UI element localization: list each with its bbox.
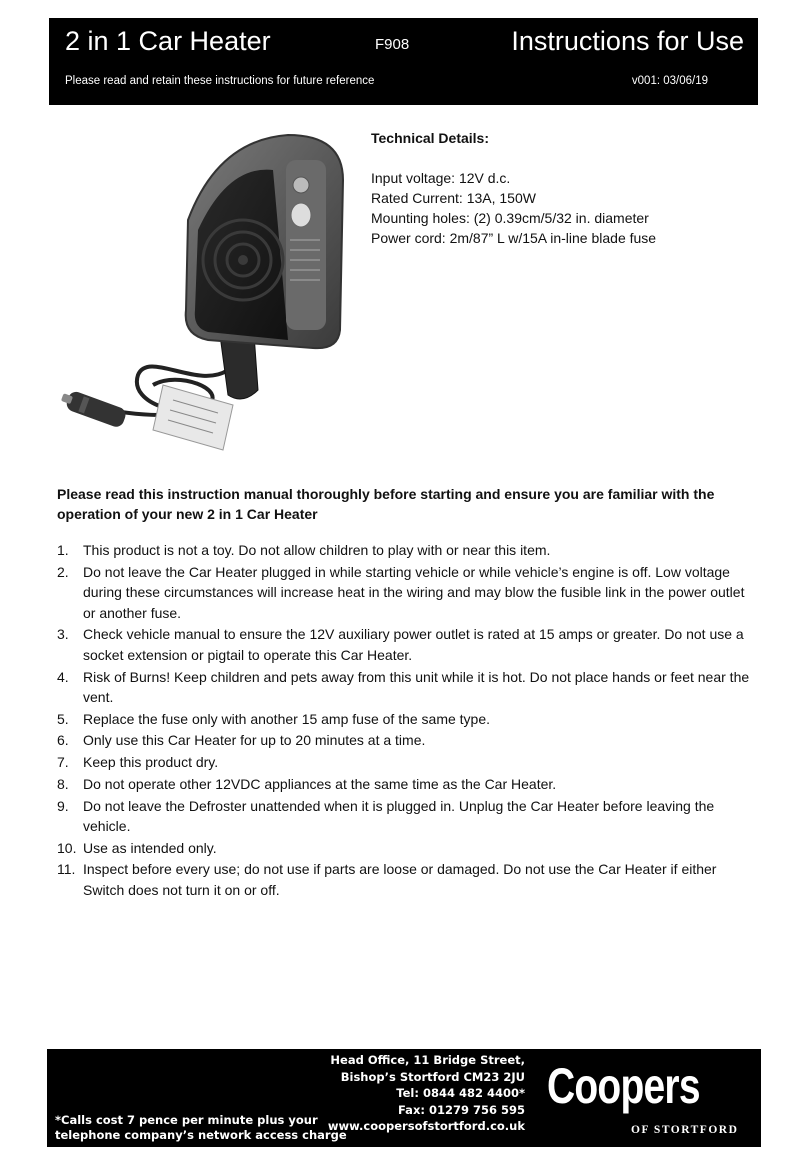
item-number: 9.: [57, 797, 69, 814]
item-text: Do not operate other 12VDC appliances at the same time as the Car Heater.: [83, 775, 557, 792]
calls-cost-note: [55, 1113, 347, 1143]
list-item: [57, 730, 759, 751]
website-line: www.coopersofstortford.co.uk: [327, 1119, 525, 1133]
calls-note-line: telephone company’s network access charge: [55, 1128, 347, 1142]
tech-line-voltage: Input voltage: 12V d.c.: [371, 170, 511, 186]
intro-paragraph: Please read this instruction manual thoroughly before starting and ensure you are familiar with the operation of your new 2 in 1 Car Heater: [57, 486, 715, 522]
instructions-label: Instructions for Use: [511, 26, 744, 56]
tech-line-mounting: Mounting holes: (2) 0.39cm/5/32 in. diameter: [371, 210, 649, 226]
coopers-logo: [547, 1054, 747, 1142]
list-item: [57, 624, 759, 665]
item-text: Do not leave the Car Heater plugged in while starting vehicle or while vehicle’s engine is off. Low voltage during these circumstances will increase heat in the wiring and may blow the fusible link in the power outlet or another fuse.: [83, 563, 745, 621]
item-number: 6.: [57, 732, 69, 749]
tech-line-current: Rated Current: 13A, 150W: [371, 190, 536, 206]
item-number: 5.: [57, 710, 69, 727]
document-title: 2 in 1 Car Heater: [65, 26, 271, 56]
list-item: [57, 774, 759, 795]
header-subtitle: Please read and retain these instructions for future reference: [65, 75, 375, 87]
item-text: Use as intended only.: [83, 839, 217, 856]
item-number: 3.: [57, 626, 69, 643]
item-number: 1.: [57, 542, 69, 558]
item-text: Only use this Car Heater for up to 20 minutes at a time.: [83, 732, 426, 749]
list-item: [57, 838, 759, 859]
calls-note-line: *Calls cost 7 pence per minute plus your: [55, 1113, 318, 1127]
list-item: [57, 796, 759, 837]
item-text: Keep this product dry.: [83, 754, 219, 771]
telephone-line: Tel: 0844 482 4400*: [396, 1086, 525, 1100]
address-line: Head Office, 11 Bridge Street,: [330, 1053, 525, 1067]
item-number: 2.: [57, 563, 69, 580]
version-label: v001: 03/06/19: [631, 75, 708, 87]
list-item: [57, 667, 759, 708]
document-footer: [47, 1049, 761, 1147]
fax-line: Fax: 01279 756 595: [398, 1102, 525, 1117]
item-number: 8.: [57, 775, 69, 792]
item-text: Check vehicle manual to ensure the 12V auxiliary power outlet is rated at 15 amps or greater. Do not use a socket extension or pigtail to operate this Car Heater.: [83, 626, 744, 663]
item-text: Risk of Burns! Keep children and pets away from this unit while it is hot. Do not place hands or feet near the vent.: [83, 668, 750, 706]
product-code: F908: [375, 36, 410, 53]
logo-wordmark: Coopers: [547, 1058, 700, 1114]
address-line: Bishop’s Stortford CM23 2JU: [340, 1069, 525, 1084]
item-number: 10.: [57, 839, 77, 856]
list-item: [57, 752, 759, 773]
instructions-list: [57, 540, 759, 902]
item-text: Do not leave the Defroster unattended when it is plugged in. Unplug the Car Heater before leaving the vehicle.: [83, 797, 715, 834]
list-item: [57, 562, 759, 624]
head-office-address: [328, 1052, 525, 1135]
list-item: [57, 540, 759, 561]
item-number: 11.: [57, 861, 76, 878]
logo-subtitle: OF STORTFORD: [631, 1124, 739, 1136]
technical-details-heading: Technical Details:: [371, 130, 490, 146]
list-item: [57, 709, 759, 730]
item-text: This product is not a toy. Do not allow children to play with or near this item.: [83, 542, 551, 558]
item-number: 7.: [57, 754, 69, 771]
document-header: [49, 18, 758, 105]
item-text: Replace the fuse only with another 15 amp fuse of the same type.: [83, 710, 491, 727]
tech-line-power-cord: Power cord: 2m/87” L w/15A in-line blade fuse: [371, 230, 657, 246]
item-number: 4.: [57, 668, 69, 685]
technical-details: [371, 128, 771, 248]
item-text: Inspect before every use; do not use if parts are loose or damaged. Do not use the Car Heater if either Switch does not turn it on or off.: [83, 861, 717, 898]
car-heater-image: [58, 120, 358, 460]
list-item: [57, 859, 759, 900]
